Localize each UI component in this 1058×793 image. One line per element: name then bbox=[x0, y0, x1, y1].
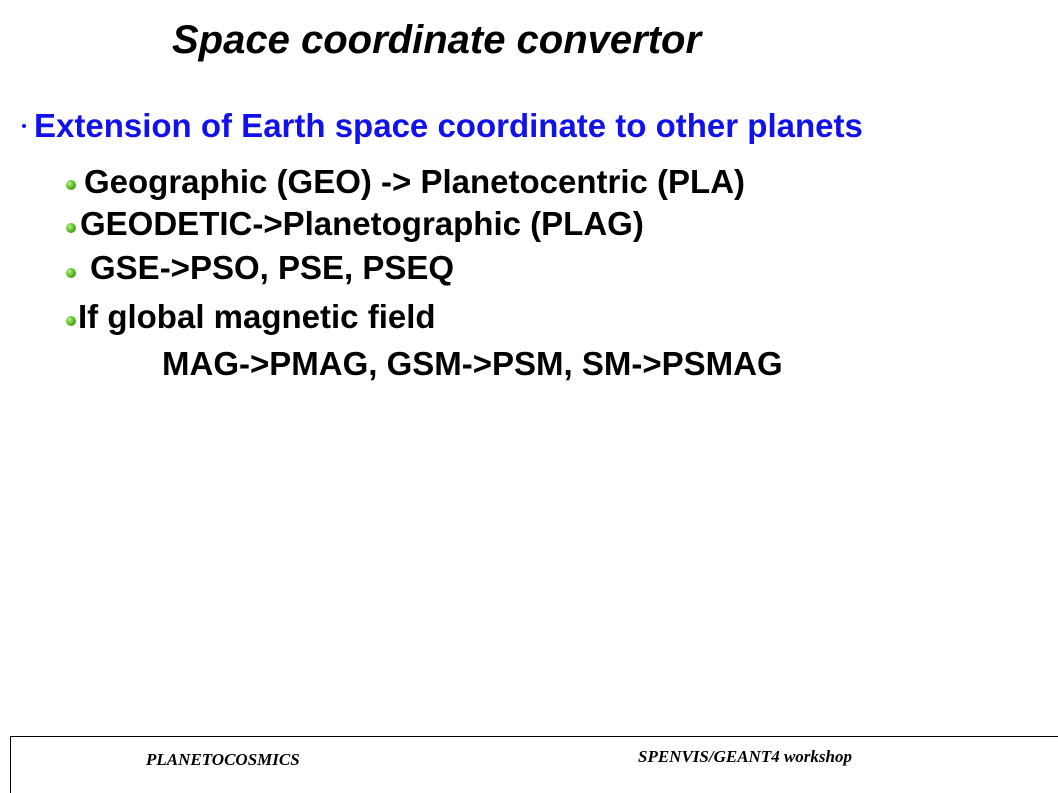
main-bullet-item bbox=[22, 104, 863, 148]
sub-item-gse: GSE->PSO, PSE, PSEQ bbox=[90, 249, 455, 286]
slide-title: Space coordinate convertor bbox=[172, 18, 702, 62]
green-bullet-icon bbox=[66, 223, 76, 233]
bullet-dot-icon bbox=[22, 124, 26, 128]
sub-item-global-field: If global magnetic field bbox=[78, 298, 436, 335]
footer-divider bbox=[10, 736, 1058, 737]
main-bullet-text: Extension of Earth space coordinate to other planets bbox=[34, 107, 863, 144]
footer-right-text: SPENVIS/GEANT4 workshop bbox=[638, 747, 852, 766]
sub-item-geodetic: GEODETIC->Planetographic (PLAG) bbox=[80, 205, 644, 242]
footer-left-text: PLANETOCOSMICS bbox=[146, 750, 300, 769]
green-bullet-icon bbox=[66, 268, 76, 278]
green-bullet-icon bbox=[66, 316, 76, 326]
sub-item-geo: Geographic (GEO) -> Planetocentric (PLA) bbox=[84, 163, 746, 200]
green-bullet-icon bbox=[66, 180, 76, 190]
sub-item-global-field-continuation: MAG->PMAG, GSM->PSM, SM->PSMAG bbox=[162, 345, 783, 382]
footer-left-border bbox=[10, 736, 11, 793]
